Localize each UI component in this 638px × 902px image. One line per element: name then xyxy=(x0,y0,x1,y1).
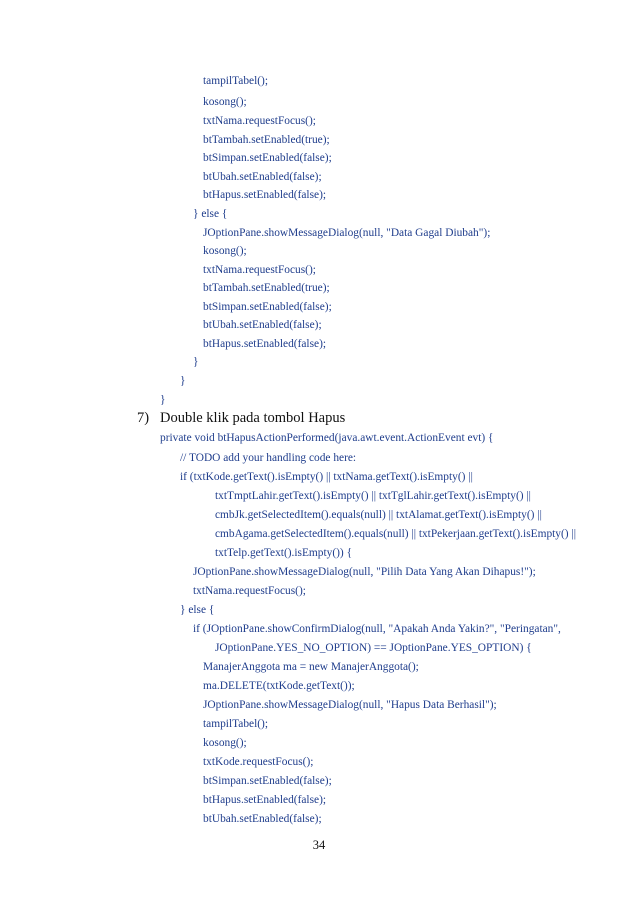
code-line: txtNama.requestFocus(); xyxy=(203,115,316,127)
code-line: // TODO add your handling code here: xyxy=(180,452,357,464)
section-heading xyxy=(137,409,345,427)
code-line: txtKode.requestFocus(); xyxy=(203,756,314,768)
section-number: 7) xyxy=(137,410,150,426)
code-line: private void btHapusActionPerformed(java.awt.event.ActionEvent evt) { xyxy=(160,432,494,444)
code-line: } xyxy=(160,394,166,406)
code-line: btHapus.setEnabled(false); xyxy=(203,189,327,201)
code-line: } else { xyxy=(180,604,215,616)
code-line: ManajerAnggota ma = new ManajerAnggota(); xyxy=(203,661,419,673)
code-line: tampilTabel(); xyxy=(203,718,268,730)
code-line: cmbJk.getSelectedItem().equals(null) || txtAlamat.getText().isEmpty() || xyxy=(215,509,542,521)
code-line: btSimpan.setEnabled(false); xyxy=(203,775,332,787)
code-line: kosong(); xyxy=(203,96,247,108)
code-line: JOptionPane.showMessageDialog(null, "Pilih Data Yang Akan Dihapus!"); xyxy=(193,566,536,578)
code-line: kosong(); xyxy=(203,245,247,257)
code-line: btSimpan.setEnabled(false); xyxy=(203,152,332,164)
code-line: btSimpan.setEnabled(false); xyxy=(203,301,332,313)
code-line: kosong(); xyxy=(203,737,247,749)
code-line: if (JOptionPane.showConfirmDialog(null, "Apakah Anda Yakin?", "Peringatan", xyxy=(193,623,561,635)
code-line: btUbah.setEnabled(false); xyxy=(203,171,322,183)
code-line: } xyxy=(193,356,199,368)
code-line: txtNama.requestFocus(); xyxy=(203,264,316,276)
code-line: JOptionPane.showMessageDialog(null, "Hapus Data Berhasil"); xyxy=(203,699,497,711)
code-line: if (txtKode.getText().isEmpty() || txtNama.getText().isEmpty() || xyxy=(180,471,473,483)
code-line: txtTmptLahir.getText().isEmpty() || txtTglLahir.getText().isEmpty() || xyxy=(215,490,531,502)
code-line: } xyxy=(180,375,186,387)
code-line: btHapus.setEnabled(false); xyxy=(203,338,327,350)
section-title: Double klik pada tombol Hapus xyxy=(160,410,346,426)
code-line: ma.DELETE(txtKode.getText()); xyxy=(203,680,355,692)
code-line: JOptionPane.YES_NO_OPTION) == JOptionPane.YES_OPTION) { xyxy=(215,642,532,654)
code-line: tampilTabel(); xyxy=(203,75,268,87)
code-line: txtTelp.getText().isEmpty()) { xyxy=(215,547,353,559)
code-line: btHapus.setEnabled(false); xyxy=(203,794,327,806)
code-line: txtNama.requestFocus(); xyxy=(193,585,306,597)
code-line: JOptionPane.showMessageDialog(null, "Data Gagal Diubah"); xyxy=(203,227,491,239)
code-line: } else { xyxy=(193,208,228,220)
code-line: cmbAgama.getSelectedItem().equals(null) || txtPekerjaan.getText().isEmpty() || xyxy=(215,528,576,540)
code-line: btTambah.setEnabled(true); xyxy=(203,134,330,146)
code-line: btTambah.setEnabled(true); xyxy=(203,282,330,294)
code-line: btUbah.setEnabled(false); xyxy=(203,813,322,825)
page-number: 34 xyxy=(312,838,326,852)
code-line: btUbah.setEnabled(false); xyxy=(203,319,322,331)
